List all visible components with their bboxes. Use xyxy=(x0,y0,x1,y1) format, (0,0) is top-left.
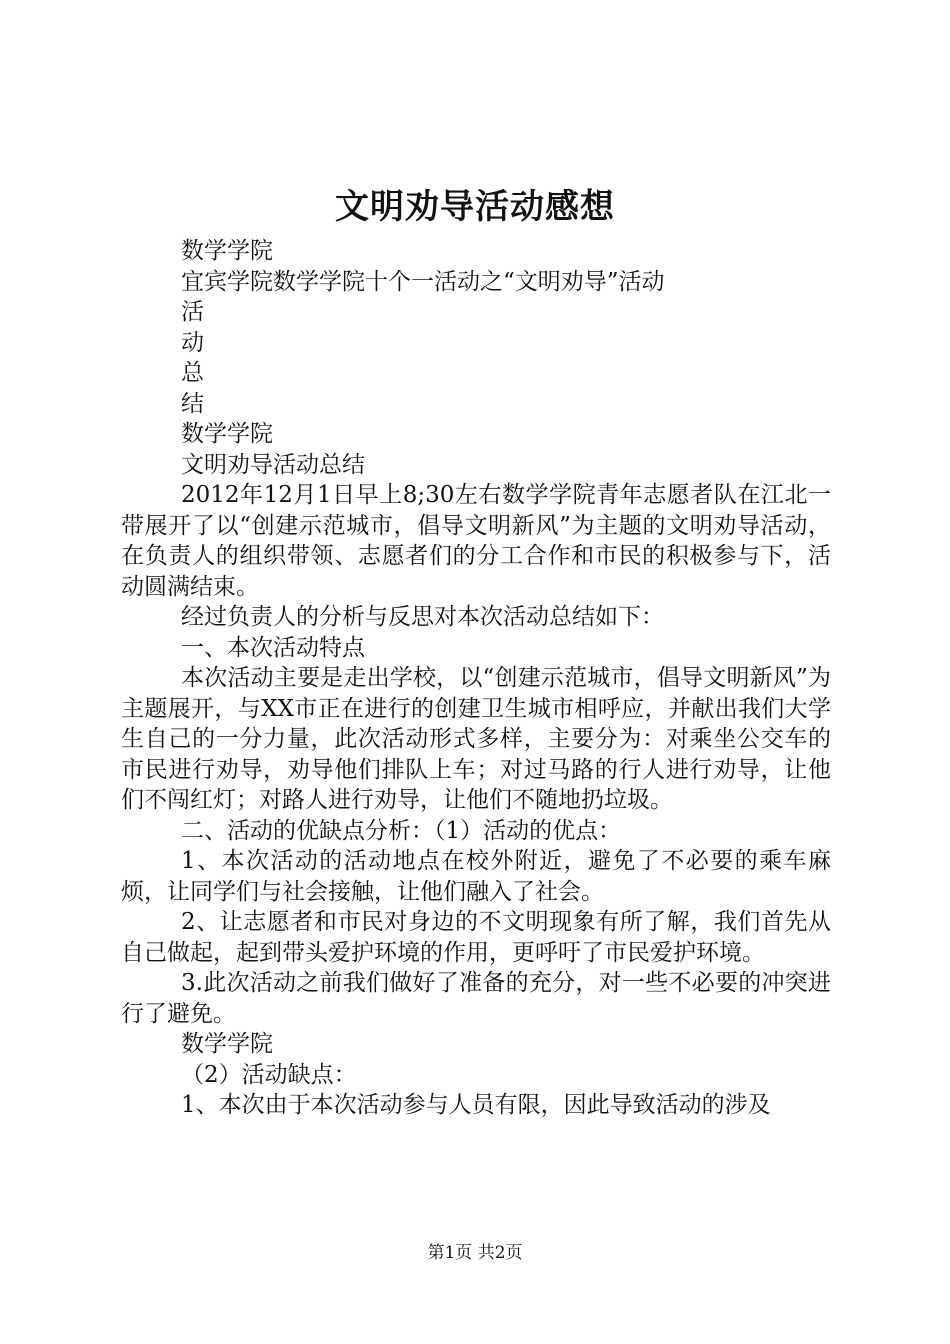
section-heading: 二、活动的优缺点分析：（1）活动的优点： xyxy=(181,817,622,844)
text-line: 总 xyxy=(181,360,204,386)
document-body xyxy=(121,236,831,1121)
list-item: 1、本次活动的活动地点在校外附近，避免了不必要的乘车麻烦，让同学们与社会接触，让他们融入了社会。 xyxy=(121,848,831,905)
text-line: 数学学院 xyxy=(181,1031,273,1057)
list-item: 3.此次活动之前我们做好了准备的充分，对一些不必要的冲突进行了避免。 xyxy=(121,970,831,1027)
section-heading: （2）活动缺点： xyxy=(181,1061,357,1088)
text-line: 数学学院 xyxy=(181,421,273,447)
page-footer: 第1页 共2页 xyxy=(427,1243,523,1263)
text-line: 数学学院 xyxy=(181,238,273,264)
paragraph: 本次活动主要是走出学校，以“创建示范城市，倡导文明新风”为主题展开，与XX市正在进行的创建卫生城市相呼应，并献出我们大学生自己的一分力量，此次活动形式多样，主要分为：对乘坐公交车的市民进行劝导，劝导他们排队上车；对过马路的行人进行劝导，让他们不闯红灯；对路人进行劝导，让他们不随地扔垃圾。 xyxy=(121,665,831,813)
list-item: 1、本次由于本次活动参与人员有限，因此导致活动的涉及 xyxy=(181,1092,771,1118)
text-line: 宜宾学院数学学院十个一活动之“文明劝导”活动 xyxy=(181,268,665,295)
list-item: 2、让志愿者和市民对身边的不文明现象有所了解，我们首先从自己做起，起到带头爱护环境的作用，更呼吁了市民爱护环境。 xyxy=(121,909,831,966)
text-line: 结 xyxy=(181,390,204,417)
text-line: 活 xyxy=(181,299,204,325)
section-heading: 一、本次活动特点 xyxy=(181,634,365,661)
paragraph: 2012年12月1日早上8;30左右数学学院青年志愿者队在江北一带展开了以“创建示范城市，倡导文明新风”为主题的文明劝导活动，在负责人的组织带领、志愿者们的分工合作和市民的积极参与下，活动圆满结束。 xyxy=(121,482,831,600)
paragraph: 经过负责人的分析与反思对本次活动总结如下： xyxy=(181,604,664,630)
text-line: 文明劝导活动总结 xyxy=(181,451,365,478)
document-title: 文明劝导活动感想 xyxy=(335,187,615,227)
text-line: 动 xyxy=(181,329,204,356)
